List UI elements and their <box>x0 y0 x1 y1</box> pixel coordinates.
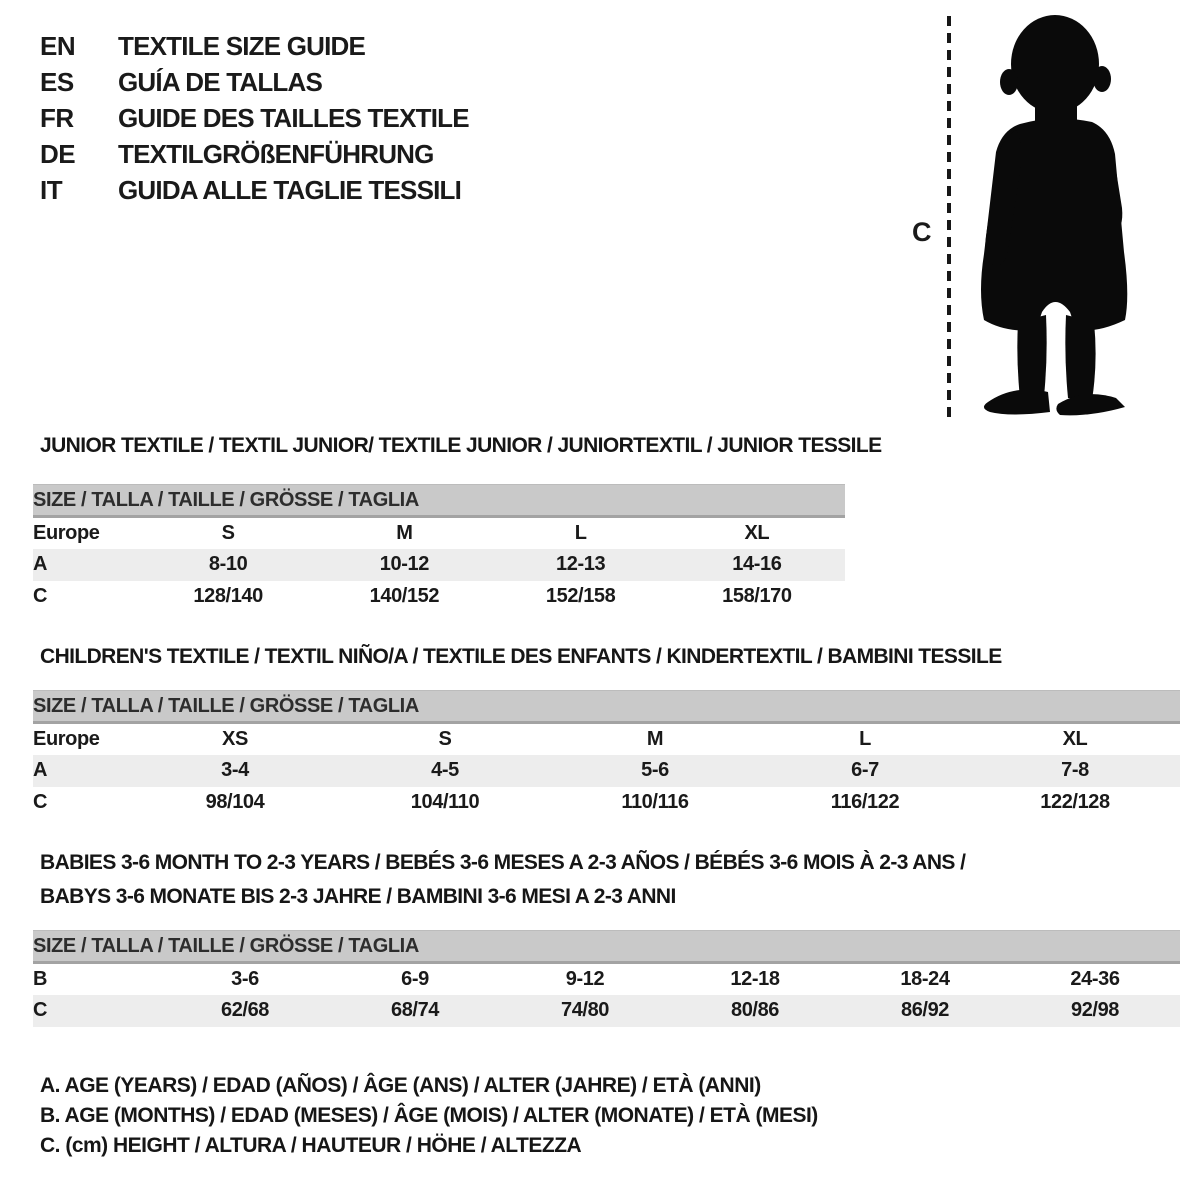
months-cell: 9-12 <box>565 967 605 990</box>
guide-title: GUIDA ALLE TAGLIE TESSILI <box>118 174 462 205</box>
age-cell: 6-7 <box>851 759 879 781</box>
table-header-row <box>33 931 1180 963</box>
table-header-row <box>33 485 845 517</box>
size-cell: L <box>574 521 587 544</box>
size-cell: S <box>221 521 235 544</box>
height-cell: 128/140 <box>193 585 263 607</box>
height-cell: 92/98 <box>1070 999 1120 1021</box>
size-cell: L <box>859 727 871 750</box>
language-row-en <box>40 28 469 64</box>
language-code: EN <box>40 30 76 61</box>
table-row-age <box>33 755 1180 787</box>
children-size-table <box>33 690 1180 819</box>
size-header-cell: SIZE / TALLA / TAILLE / GRÖSSE / TAGLIA <box>33 485 845 517</box>
age-cell: 8-10 <box>208 553 248 575</box>
months-cell: 18-24 <box>900 967 950 990</box>
row-label: C <box>33 585 48 607</box>
row-label: C <box>33 791 48 813</box>
height-cell: 98/104 <box>205 791 265 813</box>
legend-age-months: B. AGE (MONTHS) / EDAD (MESES) / ÂGE (MOIS) / ALTER (MONATE) / ETÀ (MESI) <box>40 1104 818 1127</box>
months-cell: 6-9 <box>401 967 429 990</box>
junior-size-table <box>33 484 845 613</box>
months-cell: 12-18 <box>730 967 780 990</box>
children-section-title: CHILDREN'S TEXTILE / TEXTIL NIÑO/A / TEXTILE DES ENFANTS / KINDERTEXTIL / BAMBINI TESSILE <box>40 645 1002 668</box>
row-label: Europe <box>33 521 100 544</box>
size-header-cell: SIZE / TALLA / TAILLE / GRÖSSE / TAGLIA <box>33 691 1180 723</box>
table-row-europe <box>33 723 1180 755</box>
junior-section-title: JUNIOR TEXTILE / TEXTIL JUNIOR/ TEXTILE JUNIOR / JUNIORTEXTIL / JUNIOR TESSILE <box>40 434 882 457</box>
size-cell: XS <box>222 727 248 750</box>
language-code: FR <box>40 102 74 133</box>
size-cell: M <box>646 727 664 750</box>
age-cell: 7-8 <box>1061 759 1089 781</box>
toddler-silhouette-icon <box>958 12 1148 416</box>
legend-age-years: A. AGE (YEARS) / EDAD (AÑOS) / ÂGE (ANS) / ALTER (JAHRE) / ETÀ (ANNI) <box>40 1074 761 1097</box>
size-cell: XL <box>744 521 770 544</box>
table-row-height <box>33 787 1180 819</box>
height-cell: 62/68 <box>220 999 270 1021</box>
age-cell: 10-12 <box>379 553 429 575</box>
babies-section-title-line1: BABIES 3-6 MONTH TO 2-3 YEARS / BEBÉS 3-6 MESES A 2-3 AÑOS / BÉBÉS 3-6 MOIS À 2-3 ANS / <box>40 851 966 874</box>
guide-title: GUÍA DE TALLAS <box>118 66 323 97</box>
size-cell: M <box>396 521 413 544</box>
height-cell: 116/122 <box>830 791 900 813</box>
row-label: Europe <box>33 727 100 750</box>
age-cell: 12-13 <box>556 553 606 575</box>
row-label: A <box>33 553 48 575</box>
height-measure-label: C <box>912 217 931 247</box>
language-code: DE <box>40 138 76 169</box>
height-cell: 74/80 <box>560 999 610 1021</box>
table-row-height <box>33 581 845 613</box>
size-cell: XL <box>1062 727 1088 750</box>
table-row-age <box>33 549 845 581</box>
table-header-row <box>33 691 1180 723</box>
babies-size-table <box>33 930 1180 1027</box>
legend-height-cm: C. (cm) HEIGHT / ALTURA / HAUTEUR / HÖHE / ALTEZZA <box>40 1134 582 1157</box>
language-row-de <box>40 136 469 172</box>
language-row-es <box>40 64 469 100</box>
language-row-it <box>40 172 469 208</box>
height-cell: 86/92 <box>900 999 950 1021</box>
size-cell: S <box>438 727 452 750</box>
height-cell: 104/110 <box>410 791 480 813</box>
guide-title: TEXTILGRÖßENFÜHRUNG <box>118 138 434 169</box>
months-cell: 24-36 <box>1070 967 1120 990</box>
size-header-cell: SIZE / TALLA / TAILLE / GRÖSSE / TAGLIA <box>33 931 1180 963</box>
guide-title: GUIDE DES TAILLES TEXTILE <box>118 102 469 133</box>
months-cell: 3-6 <box>231 967 259 990</box>
age-cell: 5-6 <box>641 759 669 781</box>
table-row-months <box>33 963 1180 995</box>
height-cell: 110/116 <box>621 791 689 813</box>
row-label: B <box>33 967 48 990</box>
language-row-fr <box>40 100 469 136</box>
height-cell: 80/86 <box>730 999 780 1021</box>
table-row-height <box>33 995 1180 1027</box>
guide-title: TEXTILE SIZE GUIDE <box>118 30 366 61</box>
height-cell: 68/74 <box>390 999 440 1021</box>
height-cell: 152/158 <box>545 585 616 607</box>
height-cell: 140/152 <box>369 585 440 607</box>
row-label: A <box>33 759 48 781</box>
row-label: C <box>33 999 48 1021</box>
age-cell: 14-16 <box>732 553 782 575</box>
height-cell: 158/170 <box>722 585 792 607</box>
language-code: IT <box>40 174 63 205</box>
babies-section-title-line2: BABYS 3-6 MONATE BIS 2-3 JAHRE / BAMBINI 3-6 MESI A 2-3 ANNI <box>40 885 676 908</box>
language-title-list <box>40 28 469 208</box>
language-code: ES <box>40 66 74 97</box>
height-measure-dashed-line <box>947 16 951 418</box>
age-cell: 3-4 <box>221 759 249 781</box>
table-row-europe <box>33 517 845 549</box>
height-cell: 122/128 <box>1040 791 1110 813</box>
age-cell: 4-5 <box>431 759 459 781</box>
